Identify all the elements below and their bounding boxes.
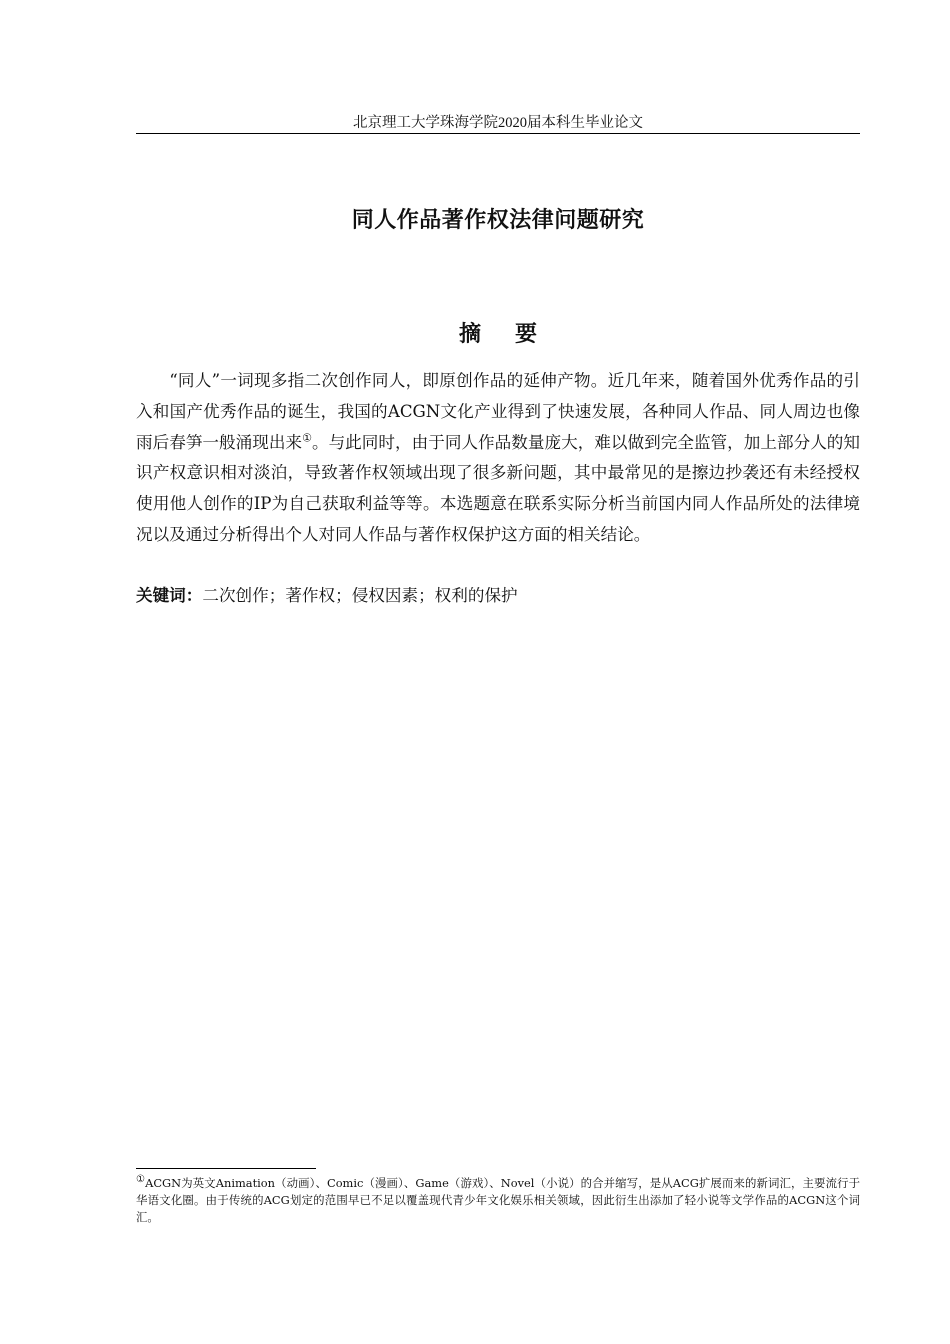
footnote-text: ACGN为英文Animation（动画）、Comic（漫画）、Game（游戏）、Novel（小说）的合并缩写，是从ACG扩展而来的新词汇，主要流行于华语文化圈。由于传统的ACG划定的范围早已不足以覆盖现代青少年文化娱乐相关领域，因此衍生出添加了轻小说等文学作品的ACGN这个词汇。: [136, 1176, 860, 1224]
keywords: [136, 583, 860, 609]
abstract-body: [136, 366, 860, 551]
paper-title: 同人作品著作权法律问题研究: [351, 208, 645, 233]
footnote-mark: ①: [136, 1174, 146, 1186]
footnote-reference[interactable]: ①: [302, 431, 312, 445]
keywords-label: 关键词：: [136, 586, 203, 605]
footnote-rule: [136, 1168, 316, 1169]
header-rule: [136, 133, 860, 134]
keywords-value: 二次创作；著作权；侵权因素；权利的保护: [202, 586, 518, 605]
abstract-heading: 摘要: [458, 322, 571, 347]
abstract-text-part-1: “同人”一词现多指二次创作同人，即原创作品的延伸产物。近几年来，随着国外优秀作品的引入和国产优秀作品的诞生，我国的ACGN文化产业得到了快速发展，各种同人作品、同人周边也像雨后春笋一般涌现出来: [136, 371, 860, 452]
running-header: 北京理工大学珠海学院2020届本科生毕业论文: [353, 115, 643, 131]
abstract-text-part-2: 。与此同时，由于同人作品数量庞大，难以做到完全监管，加上部分人的知识产权意识相对淡泊，导致著作权领域出现了很多新问题，其中最常见的是擦边抄袭还有未经授权使用他人创作的IP为自己获取利益等等。本选题意在联系实际分析当前国内同人作品所处的法律境况以及通过分析得出个人对同人作品与著作权保护这方面的相关结论。: [136, 432, 861, 544]
footnote: [136, 1175, 860, 1226]
